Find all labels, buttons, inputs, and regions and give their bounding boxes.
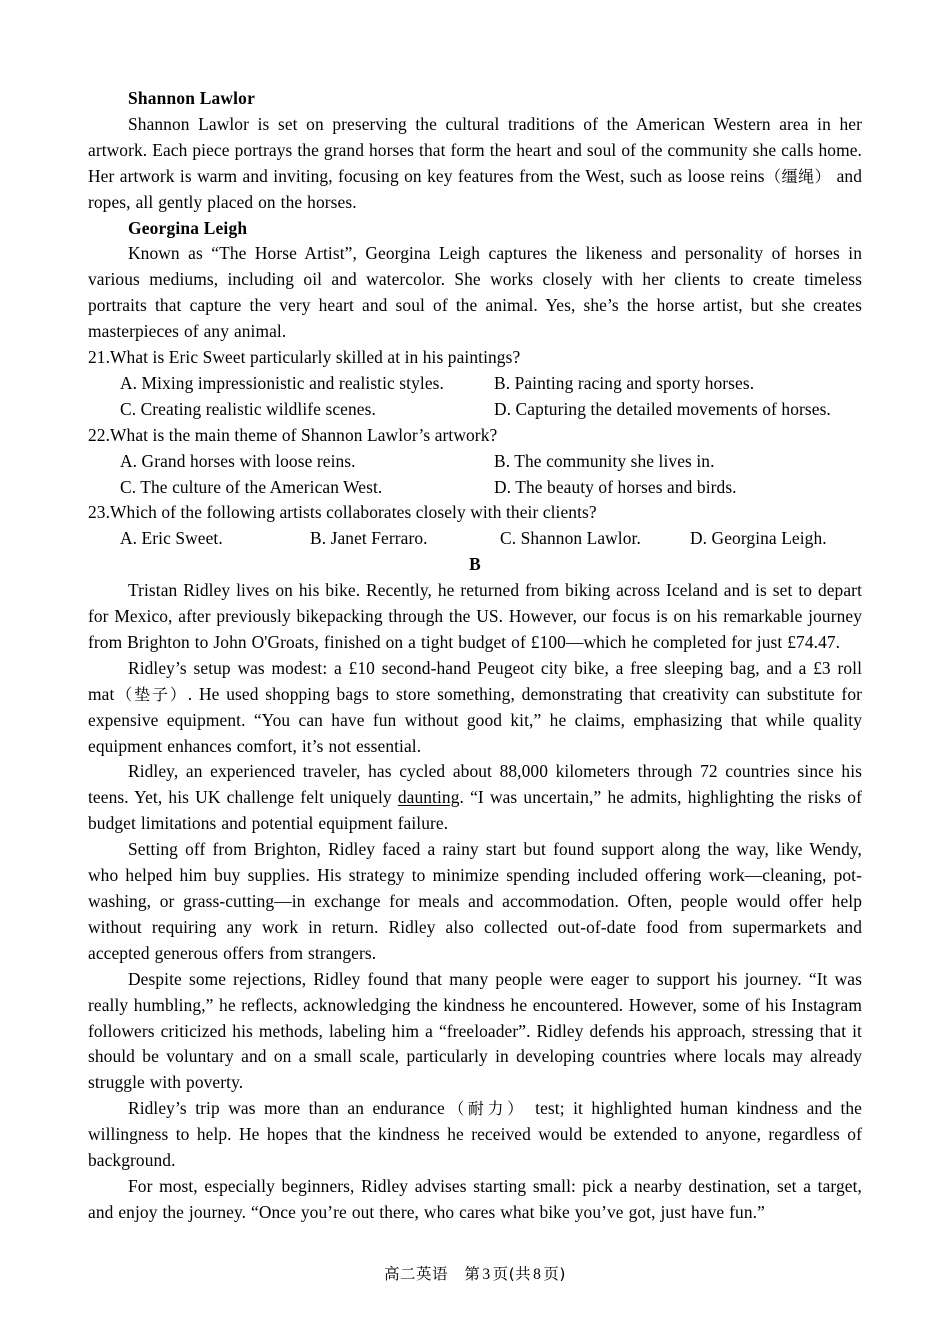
page-footer — [0, 1262, 950, 1284]
question-23-option-b[interactable]: B. Janet Ferraro. — [310, 528, 428, 549]
paragraph-3-before-underline: Ridley, an experienced traveler, has cycled about 88,000 kilometers through 72 countries since his teens. Yet, his UK challenge felt uniquely — [88, 761, 862, 808]
question-21-option-c[interactable]: C. Creating realistic wildlife scenes. — [120, 398, 376, 419]
chinese-gloss-endurance: （耐力） — [444, 1099, 527, 1119]
paragraph-2-before-gloss: Ridley’s setup was modest: a £10 second-hand Peugeot city bike, a free sleeping bag, and a £3 roll mat — [88, 657, 862, 704]
question-23-stem — [88, 500, 862, 526]
footer-page-number: 3 — [482, 1266, 491, 1283]
passage-b-paragraph-4: Setting off from Brighton, Ridley faced a rainy start but found support along the way, like Wendy, who helped him buy supplies. His strategy to minimize spending included offering work—cleaning, pot-washing, or grass-cutting—in exchange for meals and accommodation. Often, people would offer help without requiring any work in return. Ridley also collected out-of-date food from supermarkets and accepted generous offers from strangers. — [88, 839, 862, 963]
question-21-option-d[interactable]: D. Capturing the detailed movements of horses. — [494, 398, 831, 419]
question-23-option-d[interactable]: D. Georgina Leigh. — [690, 528, 827, 549]
footer-page-mid: 页(共 — [492, 1265, 532, 1283]
question-22-option-b[interactable]: B. The community she lives in. — [494, 450, 715, 471]
artist-bio-georgina-leigh: Known as “The Horse Artist”, Georgina Leigh captures the likeness and personality of horses in various mediums, including oil and watercolor. She works closely with her clients to create timeless portraits that capture the very heart and soul of the animal. Yes, she’s the horse artist, but she creates masterpieces of any animal. — [88, 243, 862, 342]
question-22-options-row-2 — [88, 475, 862, 501]
question-21-text: What is Eric Sweet particularly skilled at in his paintings? — [110, 347, 521, 368]
page-content — [88, 86, 862, 1226]
bio-text-after-gloss: and ropes, all gently placed on the horses. — [88, 165, 863, 212]
question-22-option-c[interactable]: C. The culture of the American West. — [120, 476, 383, 497]
question-21-stem — [88, 345, 862, 371]
question-22-option-d[interactable]: D. The beauty of horses and birds. — [494, 476, 737, 497]
question-21-number: 21. — [88, 347, 111, 368]
footer-page-suffix: 页) — [543, 1265, 566, 1283]
paragraph-6-after-gloss: test; it highlighted human kindness and the willingness to help. He hopes that the kindness he received would be extended to anyone, regardless of background. — [88, 1098, 863, 1171]
paragraph-6-before-gloss: Ridley’s trip was more than an endurance — [128, 1098, 445, 1119]
question-21-options-row-2 — [88, 397, 862, 423]
footer-subject: 高二英语 — [384, 1265, 449, 1283]
question-21-option-b[interactable]: B. Painting racing and sporty horses. — [494, 372, 755, 393]
passage-b-paragraph-1: Tristan Ridley lives on his bike. Recently, he returned from biking across Iceland and is set to depart for Mexico, after previously bikepacking through the US. However, our focus is on his remarkable journey from Brighton to John O'Groats, finished on a tight budget of £100—which he completed for just £74.47. — [88, 580, 862, 652]
passage-b-section-label: B — [469, 554, 481, 575]
question-22-option-a[interactable]: A. Grand horses with loose reins. — [120, 450, 356, 471]
chinese-gloss-reins: （缰绳） — [764, 166, 832, 186]
underlined-vocabulary-word: daunting — [397, 787, 460, 808]
question-22-text: What is the main theme of Shannon Lawlor’s artwork? — [110, 424, 498, 445]
question-22-number: 22. — [88, 424, 111, 445]
passage-b-paragraph-3 — [88, 759, 862, 837]
question-22-options-row-1 — [88, 449, 862, 475]
footer-page-prefix: 第 — [464, 1265, 481, 1283]
artist-name-georgina-leigh: Georgina Leigh — [128, 217, 248, 238]
question-23-text: Which of the following artists collaborates closely with their clients? — [110, 502, 597, 523]
question-23-option-a[interactable]: A. Eric Sweet. — [120, 528, 223, 549]
paragraph-3-after-underline: . “I was uncertain,” he admits, highlighting the risks of budget limitations and potential equipment failure. — [88, 787, 862, 834]
artist-name-shannon-lawlor: Shannon Lawlor — [128, 88, 255, 108]
passage-b-paragraph-7: For most, especially beginners, Ridley advises starting small: pick a nearby destination, set a target, and enjoy the journey. “Once you’re out there, who cares what bike you’ve got, just have fun.” — [88, 1175, 862, 1222]
question-23-options-row — [88, 526, 862, 552]
bio-text-before-gloss: Shannon Lawlor is set on preserving the cultural traditions of the American Western area in her artwork. Each piece portrays the grand horses that form the heart and soul of the community she calls home. Her artwork is warm and inviting, focusing on key features from the West, such as loose reins — [88, 113, 862, 186]
question-23-number: 23. — [88, 502, 111, 523]
question-21-options-row-1 — [88, 371, 862, 397]
question-23-option-c[interactable]: C. Shannon Lawlor. — [500, 528, 641, 549]
artist-bio-shannon-lawlor — [88, 112, 862, 216]
passage-b-paragraph-6 — [88, 1096, 862, 1174]
footer-total-pages: 8 — [533, 1266, 542, 1283]
chinese-gloss-roll-mat: （垫子） — [114, 684, 188, 704]
question-22-stem — [88, 423, 862, 449]
question-21-option-a[interactable]: A. Mixing impressionistic and realistic styles. — [120, 372, 444, 393]
passage-b-paragraph-5: Despite some rejections, Ridley found that many people were eager to support his journey. “It was really humbling,” he reflects, acknowledging the kindness he encountered. However, some of his Instagram followers criticized his methods, labeling him a “freeloader”. Ridley defends his approach, stressing that it should be voluntary and on a small scale, particularly in developing countries where locals may already struggle with poverty. — [88, 968, 862, 1093]
paragraph-2-after-gloss: . He used shopping bags to store something, demonstrating that creativity can substitute for expensive equipment. “You can have fun without good kit,” he claims, emphasizing that while quality equipment enhances comfort, it’s not essential. — [88, 683, 863, 756]
passage-b-paragraph-2 — [88, 656, 862, 760]
